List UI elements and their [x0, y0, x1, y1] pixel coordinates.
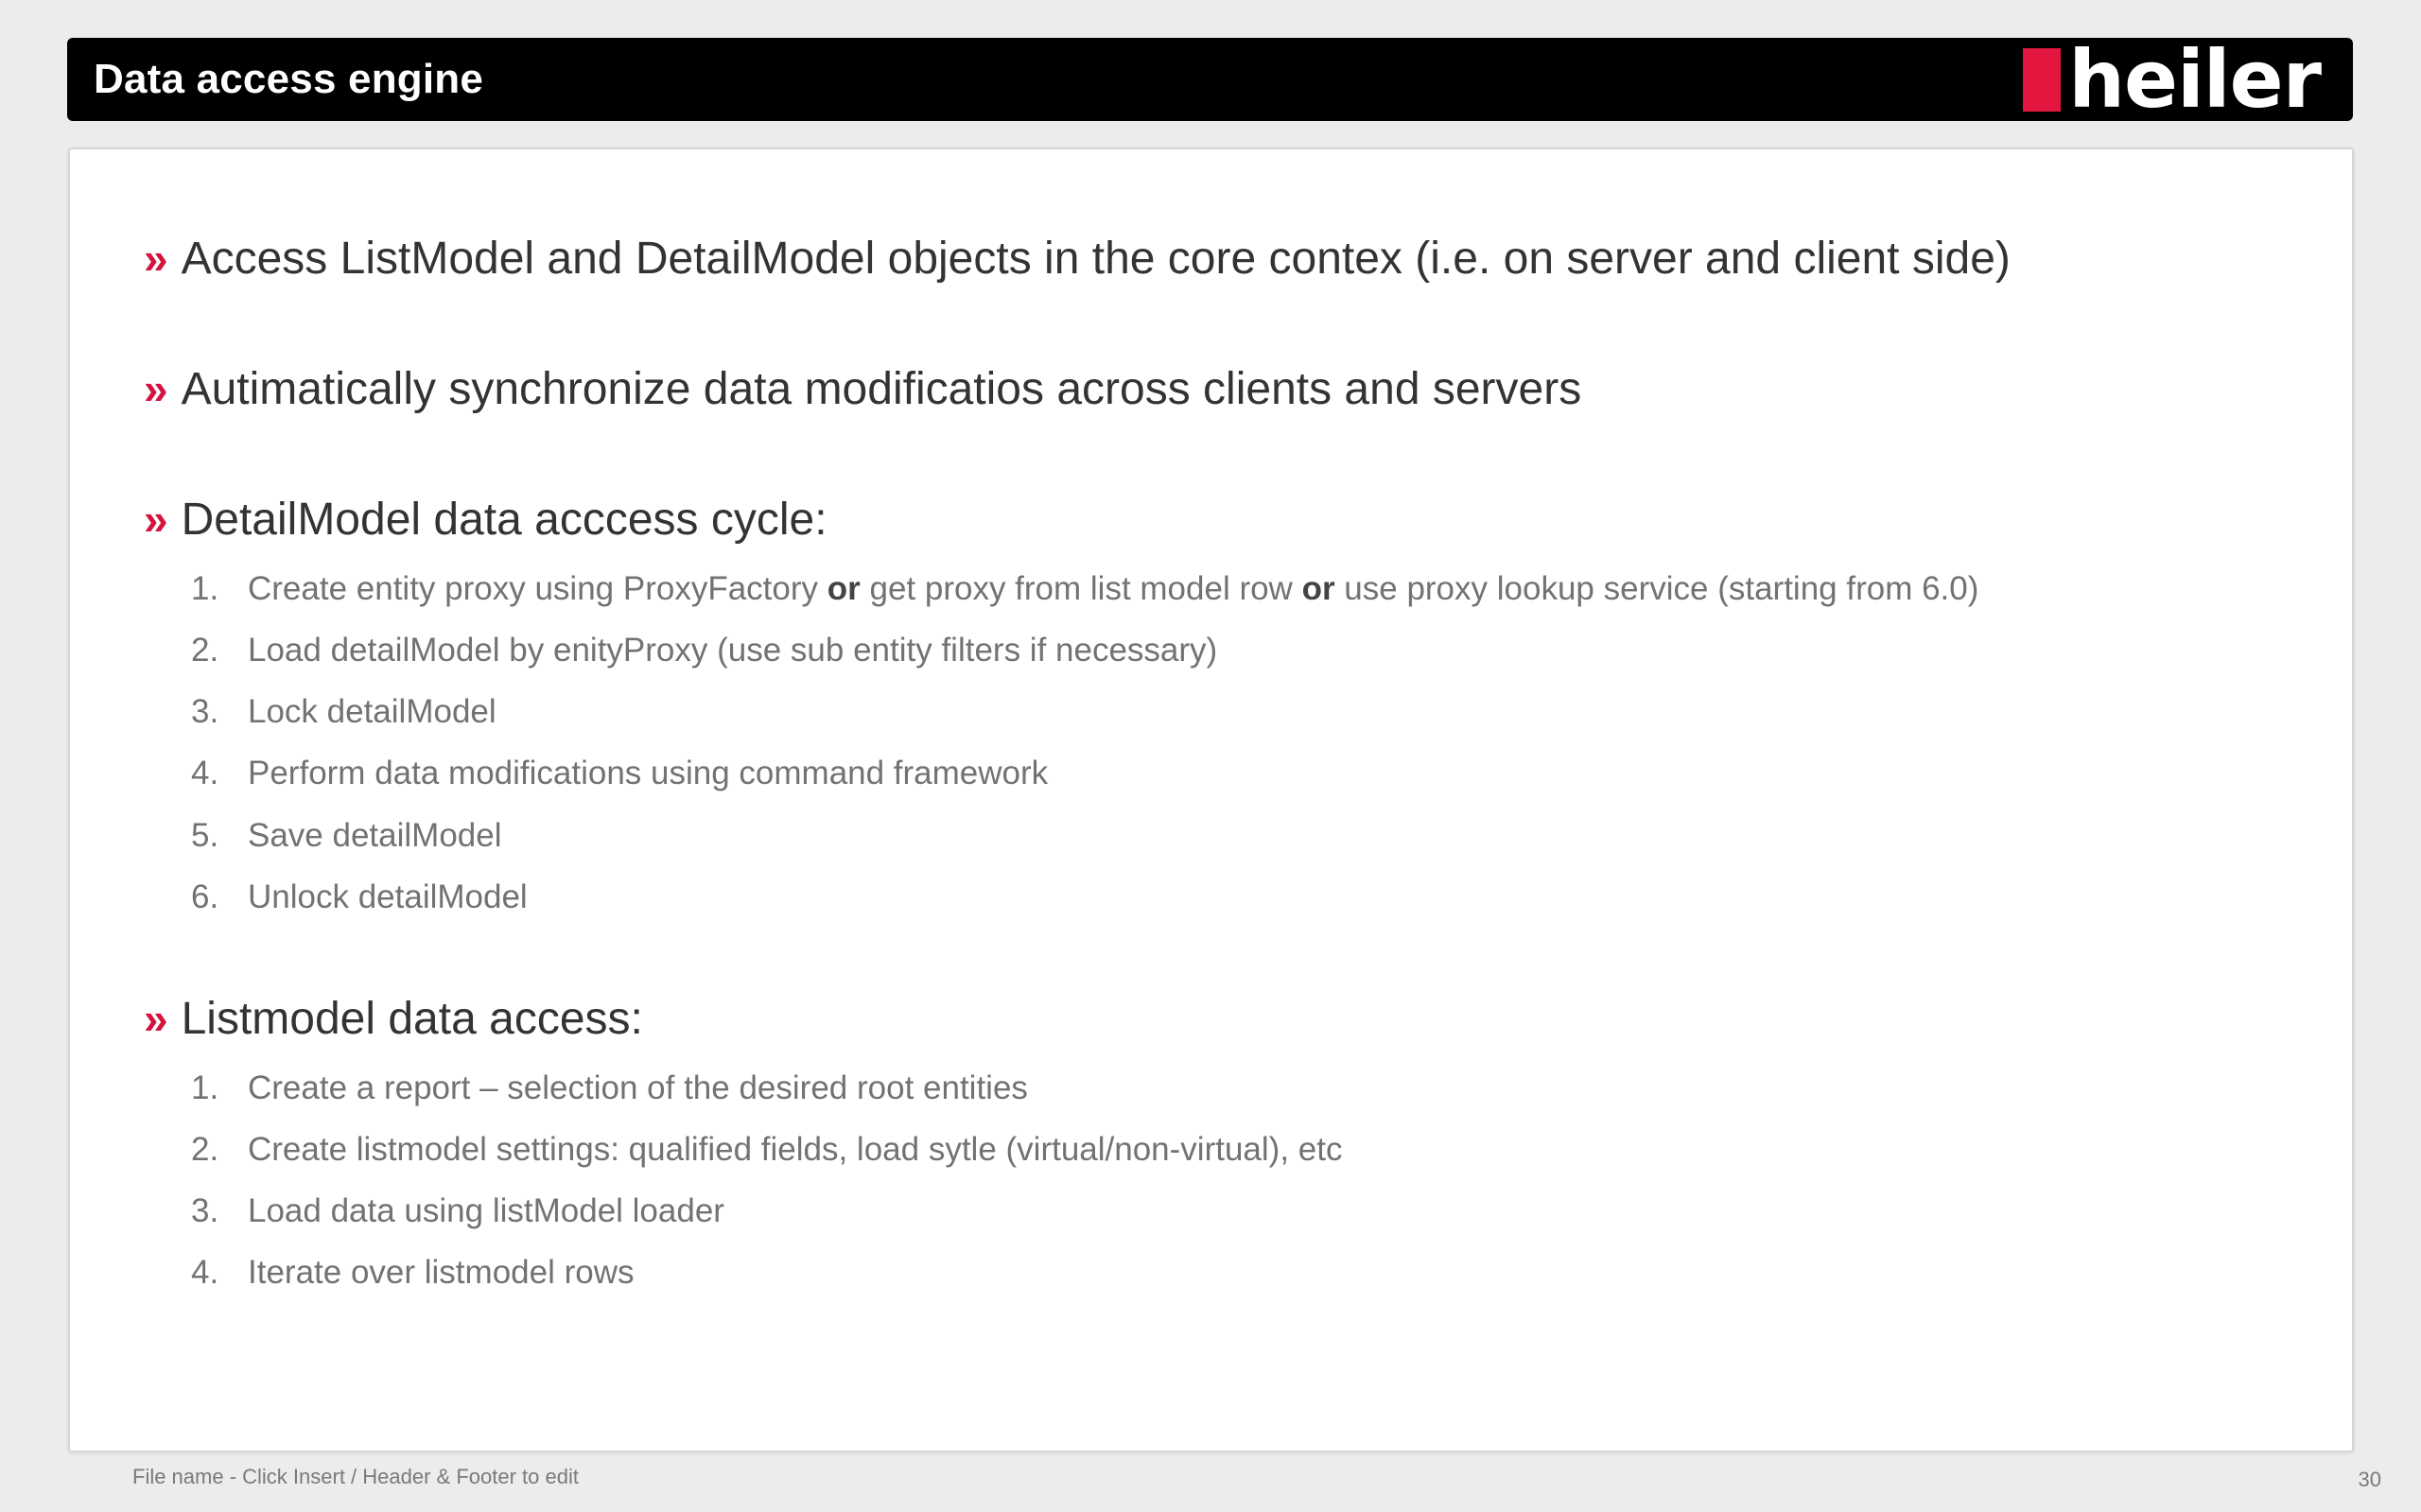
- item-text: Create listmodel settings: qualified fields, load sytle (virtual/non-virtual), etc: [248, 1131, 1343, 1168]
- heiler-logo: [2023, 33, 2321, 126]
- item-number: 1.: [191, 1069, 219, 1106]
- bullet-marker-icon: »: [144, 495, 168, 544]
- listmodel-item-1: [191, 1068, 1028, 1109]
- bullet-text: DetailModel data acccess cycle:: [181, 495, 827, 545]
- listmodel-item-3: [191, 1190, 724, 1232]
- logo-red-mark: [2023, 48, 2061, 112]
- item-text: Load detailModel by enityProxy (use sub entity filters if necessary): [248, 632, 1218, 669]
- item-text-emphasis: or: [1301, 570, 1335, 607]
- item-text: Iterate over listmodel rows: [248, 1254, 635, 1291]
- item-number: 3.: [191, 693, 219, 730]
- item-number: 3.: [191, 1192, 219, 1229]
- detail-cycle-item-3: [191, 691, 496, 733]
- detail-cycle-item-1: [191, 568, 1978, 610]
- item-text-part: get proxy from list model row: [860, 570, 1302, 607]
- bullet-marker-icon: »: [144, 364, 168, 413]
- content-card: [68, 148, 2354, 1452]
- listmodel-item-2: [191, 1129, 1342, 1171]
- item-number: 2.: [191, 1131, 219, 1168]
- detail-cycle-item-6: [191, 877, 528, 918]
- detail-cycle-item-4: [191, 753, 1048, 794]
- item-text: Create a report – selection of the desired root entities: [248, 1069, 1028, 1106]
- listmodel-item-4: [191, 1252, 634, 1294]
- footer-file-name: File name - Click Insert / Header & Footer to edit: [132, 1465, 579, 1488]
- bullet-2: [144, 360, 1581, 418]
- page-number: 30: [2358, 1468, 2381, 1491]
- title-bar: [67, 33, 2353, 126]
- bullet-text: Listmodel data access:: [181, 994, 643, 1044]
- item-text: Load data using listModel loader: [248, 1192, 724, 1229]
- item-text-emphasis: or: [827, 570, 861, 607]
- slide-title: Data access engine: [94, 56, 484, 102]
- bullet-marker-icon: »: [144, 234, 168, 283]
- item-number: 4.: [191, 1254, 219, 1291]
- item-text-part: use proxy lookup service (starting from 6.0): [1334, 570, 1979, 607]
- item-text: Save detailModel: [248, 817, 502, 854]
- item-text: Perform data modifications using command framework: [248, 755, 1049, 791]
- item-text: Lock detailModel: [248, 693, 496, 730]
- logo-wordmark: heiler: [2068, 33, 2321, 126]
- item-number: 6.: [191, 878, 219, 915]
- item-number: 5.: [191, 817, 219, 854]
- item-number: 1.: [191, 570, 219, 607]
- item-text-part: Create entity proxy using ProxyFactory: [248, 570, 827, 607]
- detail-cycle-item-5: [191, 815, 502, 857]
- bullet-marker-icon: »: [144, 994, 168, 1043]
- bullet-text: Autimatically synchronize data modificatios across clients and servers: [181, 364, 1582, 414]
- bullet-4: [144, 990, 643, 1048]
- item-text: Unlock detailModel: [248, 878, 528, 915]
- bullet-text: Access ListModel and DetailModel objects in the core contex (i.e. on server and client side): [181, 234, 2011, 284]
- item-number: 4.: [191, 755, 219, 791]
- detail-cycle-item-2: [191, 630, 1217, 671]
- item-number: 2.: [191, 632, 219, 669]
- bullet-1: [144, 230, 2011, 287]
- bullet-3: [144, 491, 827, 548]
